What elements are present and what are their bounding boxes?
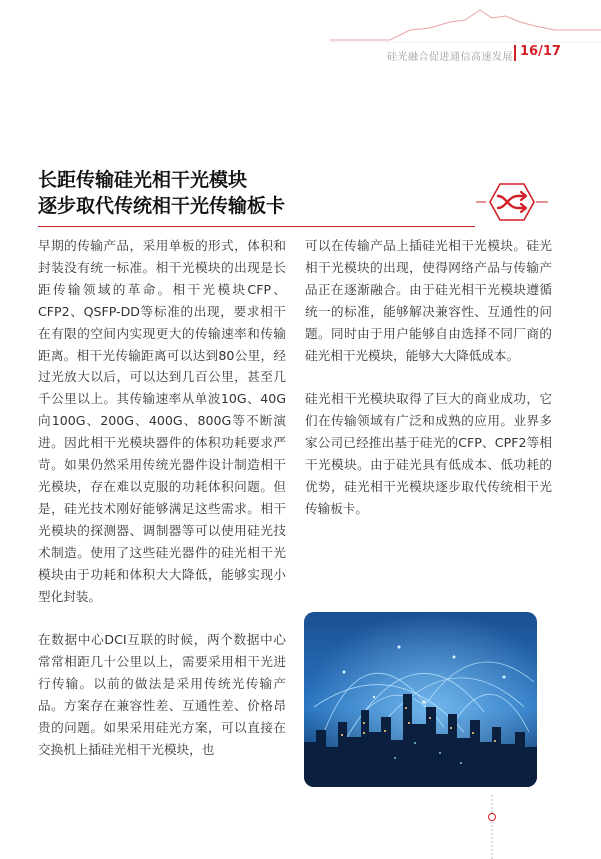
- page-number: 16/17: [520, 44, 561, 59]
- title-underline: [38, 226, 475, 227]
- body-column-left: [38, 235, 286, 761]
- section-title: [38, 167, 285, 219]
- header-separator: [514, 45, 516, 61]
- city-skyline-illustration: [304, 612, 537, 787]
- city-network-photo: [304, 612, 537, 787]
- body-column-right: [305, 235, 552, 520]
- paragraph: 硅光相干光模块取得了巨大的商业成功，它们在传输领域有广泛和成熟的应用。业界多家公司已经推出基于硅光的CFP、CPF2等相干光模块。由于硅光具有低成本、低功耗的优势，硅光相干光模块逐步取代传统相干光传输板卡。: [305, 391, 552, 516]
- paragraph: 早期的传输产品，采用单板的形式，体积和封装没有统一标准。相干光模块的出现是长距传输领域的革命。相干光模块CFP、CFP2、QSFP-DD等标准的出现，要求相干在有限的空间内实现更大的传输速率和传输距离。相干光传输距离可以达到80公里，经过光放大以后，可以达到几百公里，甚至几千公里以上。其传输速率从单波10G、40G向100G、200G、400G、800G等不断演进。因此相干光模块器件的体积功耗要求严苛。如果仍然采用传统光器件设计制造相干光模块，存在难以克服的功耗体积问题。但是，硅光技术刚好能够满足这些需求。相干光模块的探测器、调制器等可以使用硅光技术制造。使用了这些硅光器件的硅光相干光模块由于功耗和体积大大降低，能够实现小型化封装。: [38, 238, 286, 604]
- decorative-dotted-line: [480, 795, 504, 859]
- paragraph: 可以在传输产品上插硅光相干光模块。硅光相干光模块的出现，使得网络产品与传输产品正在逐渐融合。由于硅光相干光模块遵循统一的标准，能够解决兼容性、互通性的问题。同时由于用户能够自由选择不同厂商的硅光相干光模块，能够大大降低成本。: [305, 238, 552, 363]
- paragraph: 在数据中心DCI互联的时候，两个数据中心常常相距几十公里以上，需要采用相干光进行传输。以前的做法是采用传统光传输产品。方案存在兼容性差、互通性差、价格昂贵的问题。如果采用硅光方案，可以直接在交换机上插硅光相干光模块，也: [38, 632, 286, 757]
- shuffle-icon: [476, 180, 548, 224]
- running-title: 硅光融合促进通信高速发展: [387, 52, 513, 63]
- section-title-line-1: 长距传输硅光相干光模块: [38, 169, 248, 191]
- section-title-line-2: 逐步取代传统相干光传输板卡: [38, 195, 286, 217]
